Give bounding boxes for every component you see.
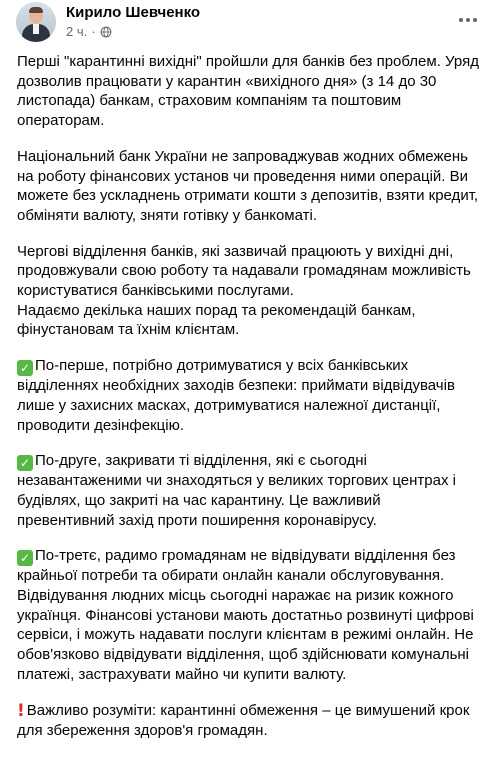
post-paragraph [17, 546, 481, 684]
post-paragraph [17, 451, 481, 530]
post-paragraph: Надаємо декілька наших порад та рекомендацій банкам, фінустановам та їхнім клієнтам. [17, 301, 416, 339]
conclusion-text: Важливо розуміти: карантинні обмеження – це вимушений крок для збереження здоров'я громадян. [17, 701, 470, 740]
exclamation-icon: ! [17, 700, 25, 721]
separator-dot: · [91, 24, 96, 39]
post-meta [66, 3, 200, 40]
globe-icon [100, 26, 112, 38]
post-paragraph [17, 701, 481, 741]
post-body [17, 52, 481, 757]
check-mark-icon: ✓ [17, 550, 33, 566]
check-mark-icon: ✓ [17, 455, 33, 471]
advice-text: По-перше, потрібно дотримуватися у всіх банківських відділеннях необхідних заходів безпеки: приймати відвідувачів лише у захисних масках, дотримуватися належної дистанції, проводити дезінфекцію. [17, 357, 455, 434]
post-time[interactable]: 2 ч. [66, 24, 88, 39]
post-paragraph: Національний банк України не запроваджував жодних обмежень на роботу фінансових установ чи проведення ними операцій. Ви можете без ускладнень отримати кошти з депозитів, взяти кредит, обміняти валюту, зняти готівку у банкоматі. [17, 147, 479, 224]
more-options-icon[interactable] [456, 8, 480, 32]
post-paragraph [17, 356, 481, 435]
avatar[interactable] [16, 2, 56, 42]
post-paragraph: Чергові відділення банків, які зазвичай працюють у вихідні дні, продовжували свою роботу та надавали громадянам можливість користуватися банківськими послугами. [17, 242, 471, 300]
advice-text: По-друге, закривати ті відділення, які є сьогодні незавантаженими чи знаходяться у великих торгових центрах і будівлях, що закриті на час карантину. Це важливий превентивний захід проти поширення коронавірусу. [17, 452, 456, 529]
author-name[interactable]: Кирило Шевченко [66, 4, 201, 21]
post-paragraph: Перші "карантинні вихідні" пройшли для банків без проблем. Уряд дозволив працювати у карантин «вихідного дня» (з 14 до 30 листопада) банкам, страховим компаніям та поштовим операторам. [17, 53, 479, 130]
advice-text: По-третє, радимо громадянам не відвідувати відділення без крайньої потреби та обирати онлайн канали обслуговування. Відвідування людних місць сьогодні наражає на ризик кожного українця. Фінансові установи мають достатньо розвинуті цифрові сервіси, і можуть надавати послуги клієнтам в режимі онлайн. Не обов'язково відвідувати відділення, щоб здійснювати комунальні платежі, застрахувати майно чи купити валюту. [17, 547, 474, 683]
post-header [16, 2, 200, 42]
check-mark-icon: ✓ [17, 360, 33, 376]
timestamp-row [66, 24, 200, 40]
